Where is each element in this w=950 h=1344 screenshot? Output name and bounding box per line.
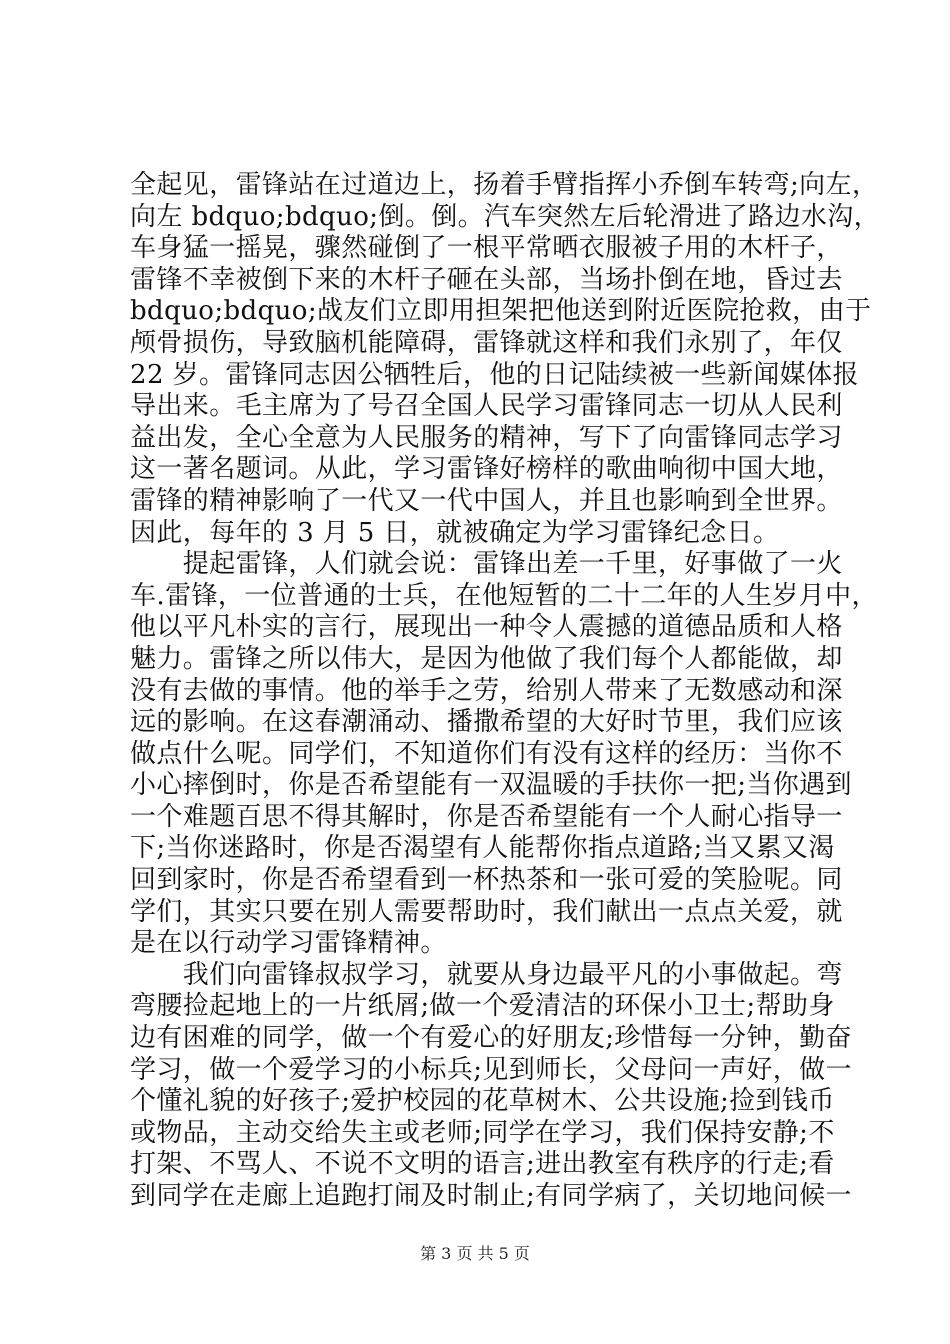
text-line: 因此，每年的 3 月 5 日，就被确定为学习雷锋纪念日。	[130, 517, 780, 548]
body-text	[130, 170, 881, 1213]
text-line: 是在以行动学习雷锋精神。	[130, 928, 447, 959]
text-line: 魅力。雷锋之所以伟大，是因为他做了我们每个人都能做，却	[130, 643, 843, 674]
text-line: 没有去做的事情。他的举手之劳，给别人带来了无数感动和深	[130, 675, 843, 706]
page-number: 第 3 页 共 5 页	[420, 1244, 530, 1263]
text-line: 个懂礼貌的好孩子;爱护校园的花草树木、公共设施;捡到钱币	[130, 1086, 835, 1117]
text-line: 益出发，全心全意为人民服务的精神，写下了向雷锋同志学习	[130, 422, 843, 453]
text-line: 全起见，雷锋站在过道边上，扬着手臂指挥小乔倒车转弯;向左，	[130, 170, 879, 200]
text-line: 导出来。毛主席为了号召全国人民学习雷锋同志一切从人民利	[130, 391, 843, 422]
text-line: 弯腰捡起地上的一片纸屑;做一个爱清洁的环保小卫士;帮助身	[130, 991, 835, 1022]
text-line: 车.雷锋，一位普通的士兵，在他短暂的二十二年的人生岁月中，	[130, 580, 878, 611]
text-line: 提起雷锋，人们就会说：雷锋出差一千里，好事做了一火	[130, 549, 843, 580]
text-line: 边有困难的同学，做一个有爱心的好朋友;珍惜每一分钟，勤奋	[130, 1023, 852, 1054]
text-line: 或物品，主动交给失主或老师;同学在学习，我们保持安静;不	[130, 1117, 835, 1148]
text-line: 我们向雷锋叔叔学习，就要从身边最平凡的小事做起。弯	[130, 959, 843, 990]
text-line: bdquo;bdquo;战友们立即用担架把他送到附近医院抢救，由于	[130, 296, 872, 327]
text-line: 车身猛一摇晃，骤然碰倒了一根平常晒衣服被子用的木杆子，	[130, 233, 843, 264]
text-line: 小心摔倒时，你是否希望能有一双温暖的手扶你一把;当你遇到	[130, 770, 852, 801]
text-line: 到同学在走廊上追跑打闹及时制止;有同学病了，关切地问候一	[130, 1181, 852, 1211]
page-footer	[0, 1244, 950, 1264]
text-line: 他以平凡朴实的言行，展现出一种令人震撼的道德品质和人格	[130, 612, 843, 643]
text-line: 一个难题百思不得其解时，你是否希望能有一个人耐心指导一	[130, 801, 843, 832]
text-line: 做点什么呢。同学们，不知道你们有没有这样的经历：当你不	[130, 738, 843, 769]
text-line: 雷锋不幸被倒下来的木杆子砸在头部，当场扑倒在地，昏过去	[130, 264, 843, 295]
text-line: 学习，做一个爱学习的小标兵;见到师长，父母问一声好，做一	[130, 1054, 852, 1085]
text-line: 向左 bdquo;bdquo;倒。倒。汽车突然左后轮滑进了路边水沟，	[130, 201, 881, 232]
text-line: 远的影响。在这春潮涌动、播撒希望的大好时节里，我们应该	[130, 707, 843, 738]
text-line: 22 岁。雷锋同志因公牺牲后，他的日记陆续被一些新闻媒体报	[130, 359, 859, 390]
text-line: 雷锋的精神影响了一代又一代中国人，并且也影响到全世界。	[130, 485, 843, 516]
text-line: 这一著名题词。从此，学习雷锋好榜样的歌曲响彻中国大地，	[130, 454, 843, 485]
text-line: 打架、不骂人、不说不文明的语言;进出教室有秩序的行走;看	[130, 1149, 835, 1180]
text-line: 学们，其实只要在别人需要帮助时，我们献出一点点关爱，就	[130, 896, 843, 927]
text-line: 颅骨损伤，导致脑机能障碍，雷锋就这样和我们永别了，年仅	[130, 327, 843, 358]
text-line: 下;当你迷路时，你是否渴望有人能帮你指点道路;当又累又渴	[130, 833, 835, 864]
text-line: 回到家时，你是否希望看到一杯热茶和一张可爱的笑脸呢。同	[130, 865, 843, 896]
